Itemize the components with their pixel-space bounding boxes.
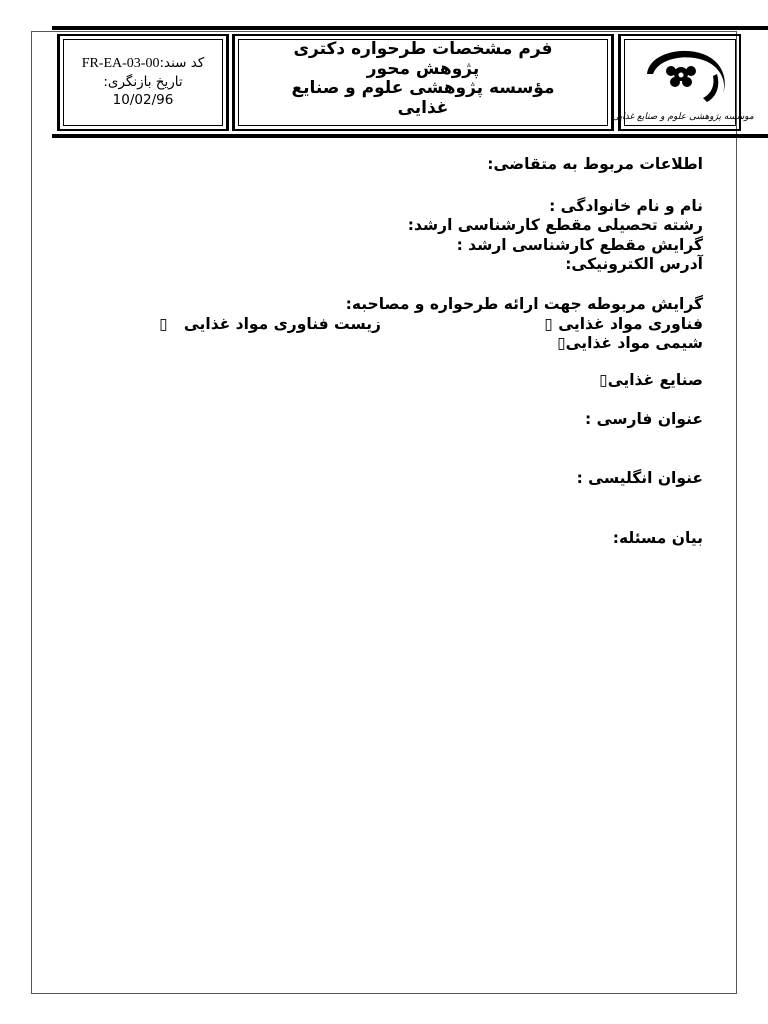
header-top-rule: [52, 26, 768, 30]
checkbox-icon[interactable]: ▯: [557, 334, 566, 352]
option-food-technology[interactable]: فناوری مواد غذایی ▯: [544, 315, 703, 333]
msc-field-label: رشته تحصیلی مقطع کارشناسی ارشد:: [407, 216, 703, 234]
document-code-box: [57, 34, 229, 131]
msc-specialization-label: گرایش مقطع کارشناسی ارشد :: [456, 236, 703, 254]
checkbox-icon[interactable]: ▯: [599, 371, 608, 389]
applicant-section-title: اطلاعات مربوط به متقاضی:: [487, 155, 703, 173]
option-food-industry[interactable]: صنایع غذایی▯: [599, 371, 703, 389]
document-code: کد سند:FR-EA-03-00: [81, 55, 205, 71]
checkbox-icon[interactable]: ▯: [159, 315, 168, 333]
option-food-biotechnology[interactable]: زیست فناوری مواد غذایی ▯: [159, 315, 381, 333]
specialization-section-title: گرایش مربوطه جهت ارائه طرحواره و مصاحبه:: [345, 295, 703, 313]
institute-logo-box: [612, 34, 754, 131]
option-food-chemistry[interactable]: شیمی مواد غذایی▯: [557, 334, 703, 352]
institute-logo: [612, 44, 754, 124]
svg-text:موسسه پژوهشی علوم و صنایع غذای: موسسه پژوهشی علوم و صنایع غذایی: [612, 112, 754, 122]
form-title: فرم مشخصات طرحواره دکتری پژوهش محور مؤسسه پژوهشی علوم و صنایع غذایی: [291, 39, 555, 118]
checkbox-icon[interactable]: ▯: [544, 315, 553, 333]
revision-date: 10/02/96: [112, 92, 174, 108]
english-title-label: عنوان انگلیسی :: [576, 469, 703, 487]
problem-statement-label: بیان مسئله:: [612, 529, 703, 547]
flower-logo-icon: [612, 44, 754, 124]
persian-title-label: عنوان فارسی :: [585, 410, 703, 428]
header-bottom-rule: [52, 134, 768, 138]
form-title-box: [232, 34, 614, 131]
name-label: نام و نام خانوادگی :: [549, 197, 703, 215]
revision-date-label: تاریخ بازنگری:: [103, 74, 183, 90]
email-label: آدرس الکترونیکی:: [565, 255, 703, 273]
page-border: [31, 31, 737, 994]
